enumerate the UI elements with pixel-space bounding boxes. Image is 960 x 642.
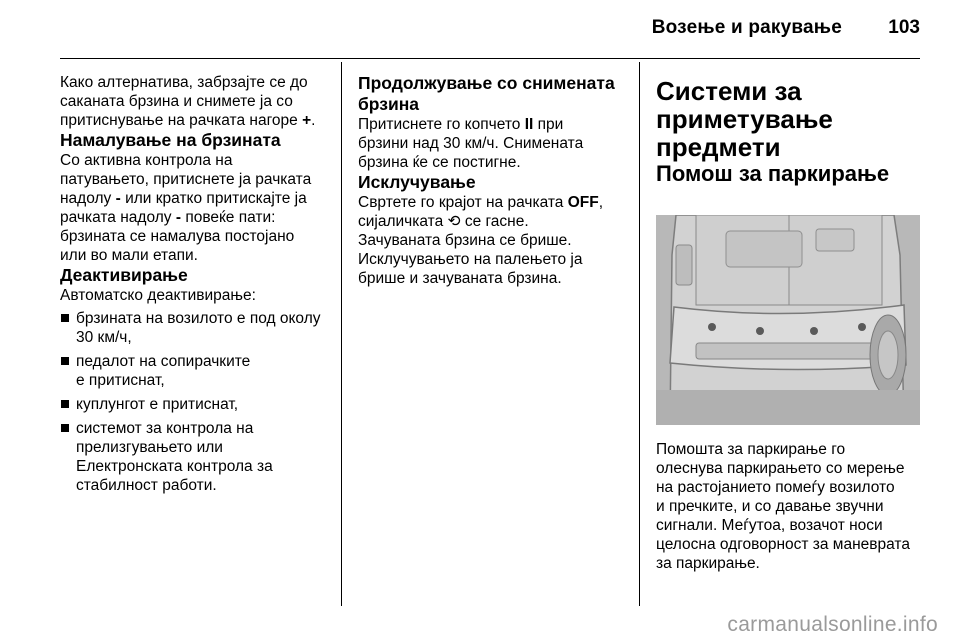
text-line: и пречките, и со давање звучни (656, 498, 884, 515)
text-line: надолу (60, 190, 112, 207)
pause-button-symbol: II (524, 116, 534, 133)
text-line: за паркирање. (656, 555, 760, 572)
section-heading (656, 77, 926, 161)
text-line: патувањето, притиснете ја рачката (60, 171, 312, 188)
text-line: рачката надолу (60, 209, 172, 226)
header-rule (60, 58, 920, 59)
text-line: 30 км/ч, (76, 329, 132, 346)
list-item (60, 309, 335, 347)
figure-caption (656, 440, 926, 573)
deactivation-intro: Автоматско деактивирање: (60, 287, 256, 304)
text-line: брзина ќе се постигне. (358, 154, 521, 171)
minus-symbol: - (175, 209, 182, 226)
text-line: Како алтернатива, забрзајте се до (60, 74, 308, 91)
off-label: OFF (567, 194, 599, 211)
text-line: Помошта за паркирање го (656, 441, 846, 458)
parking-assist-heading: Помош за паркирање (656, 161, 890, 186)
heading-line: Продолжување со снимената (358, 73, 615, 93)
text-line: олеснува паркирањето со мерење (656, 460, 905, 477)
switch-off-paragraph (358, 193, 633, 288)
text-line: системот за контрола на (76, 420, 254, 437)
text-line: или кратко притискајте ја (120, 190, 307, 207)
text-line: се гасне. (460, 213, 529, 230)
heading-line: Системи за (656, 76, 802, 106)
heading-line: приметување (656, 104, 833, 134)
text-line: е притиснат, (76, 372, 165, 389)
text-line: на растојанието помеѓу возилото (656, 479, 895, 496)
text-line: стабилност работи. (76, 477, 217, 494)
page-number: 103 (888, 17, 920, 38)
cruise-control-indicator-icon: ⟲ (447, 213, 461, 230)
text-line: прелизгувањето или (76, 439, 223, 456)
text-line: брише и зачуваната брзина. (358, 270, 562, 287)
heading-line: предмети (656, 132, 781, 162)
resume-speed-paragraph (358, 115, 633, 172)
column-3 (656, 77, 926, 187)
deactivation-heading: Деактивирање (60, 265, 188, 285)
text-line: Исклучувањето на палењето ја (358, 251, 583, 268)
watermark: carmanualsonline.info (727, 613, 938, 636)
text-line: брзината се намалува постојано (60, 228, 295, 245)
column-1 (60, 73, 335, 500)
plus-symbol: + (302, 112, 312, 129)
list-item (60, 419, 335, 495)
list-item (60, 352, 335, 390)
text-line: сигнали. Меѓутоа, возачот носи (656, 517, 883, 534)
intro-paragraph (60, 73, 335, 130)
switch-off-heading: Исклучување (358, 172, 476, 192)
text-line: при (533, 116, 564, 133)
text-line: . (311, 112, 316, 129)
text-line: сијаличката (358, 213, 444, 230)
heading-line: брзина (358, 94, 420, 114)
deactivation-list (60, 309, 335, 495)
text-line: брзината на возилото е под околу (76, 310, 321, 327)
text-line: или во мали етапи. (60, 247, 198, 264)
text-line: педалот на сопирачките (76, 353, 251, 370)
text-line: брзини над 30 км/ч. Снимената (358, 135, 584, 152)
text-line: повеќе пати: (181, 209, 276, 226)
page-header-title: Возење и ракување (651, 17, 842, 38)
van-rear-drawing (656, 215, 920, 425)
list-item (60, 395, 335, 414)
reduce-speed-heading: Намалување на брзината (60, 130, 281, 150)
reduce-speed-paragraph (60, 151, 335, 265)
parking-sensors-illustration (656, 215, 920, 425)
text-line: куплунгот е притиснат, (76, 396, 239, 413)
text-line: Зачуваната брзина се брише. (358, 232, 572, 249)
text-line: Свртете го крајот на рачката (358, 194, 564, 211)
text-line: саканата брзина и снимете ја со (60, 93, 293, 110)
column-divider-1 (341, 62, 342, 606)
text-line: Притиснете го копчето (358, 116, 521, 133)
text-line: целосна одговорност за маневрата (656, 536, 910, 553)
column-divider-2 (639, 62, 640, 606)
text-line: Со активна контрола на (60, 152, 233, 169)
text-line: притиснување на рачката нагоре (60, 112, 298, 129)
text-line: Електронската контрола за (76, 458, 273, 475)
text-line: , (598, 194, 604, 211)
resume-speed-heading (358, 73, 633, 115)
column-2 (358, 73, 633, 288)
minus-symbol: - (115, 190, 121, 207)
